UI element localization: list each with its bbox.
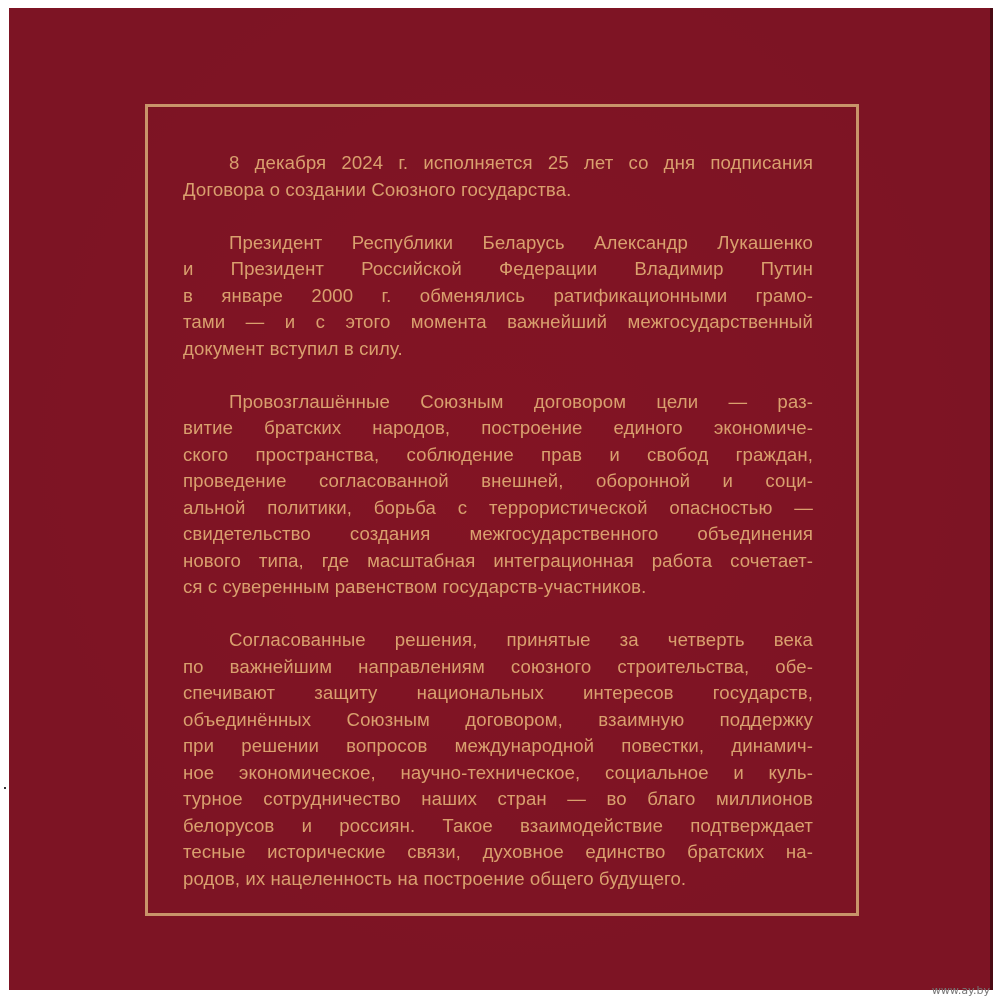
text-line: объединённых Союзным договором, взаимную поддержку [183, 708, 813, 730]
text-line: ского пространства, соблюдение прав и свобод граждан, [183, 443, 813, 465]
text-line: Согласованные решения, принятые за четверть века [229, 629, 813, 650]
text-line: витие братских народов, построение единого экономиче- [183, 417, 813, 438]
text-line: Президент Республики Беларусь Александр Лукашенко [229, 231, 813, 253]
paragraph-decisions [183, 627, 813, 892]
text-line: тесные исторические связи, духовное единство братских на- [183, 841, 813, 862]
text-line: нового типа, где масштабная интеграционная работа сочетает- [183, 549, 813, 571]
text-line: 8 декабря 2024 г. исполняется 25 лет со дня подписания [229, 152, 813, 173]
text-line: Договора о создании Союзного государства. [183, 178, 572, 200]
text-line: Провозглашённые Союзным договором цели — раз- [229, 390, 813, 412]
text-line: спечивают защиту национальных интересов государств, [183, 682, 813, 703]
text-block [183, 150, 813, 919]
text-line: по важнейшим направлениям союзного строительства, обе- [183, 655, 813, 677]
paragraph-goals [183, 389, 813, 601]
scan-speck [4, 787, 6, 789]
paragraph-anniversary [183, 150, 813, 203]
text-line: тами — и с этого момента важнейший межгосударственный [183, 311, 813, 332]
watermark: www.ay.by [931, 984, 990, 997]
text-line: при решении вопросов международной повестки, динамич- [183, 735, 813, 756]
paragraph-presidents [183, 230, 813, 363]
text-line: альной политики, борьба с террористической опасностью — [183, 496, 813, 518]
text-line: документ вступил в силу. [183, 337, 403, 359]
text-line: ное экономическое, научно-техническое, социальное и куль- [183, 761, 813, 783]
cover-edge [990, 8, 993, 990]
text-line: ся с суверенным равенством государств-участников. [183, 576, 647, 597]
text-line: турное сотрудничество наших стран — во благо миллионов [183, 788, 813, 809]
text-line: белорусов и россиян. Такое взаимодействие подтверждает [183, 814, 813, 836]
text-line: свидетельство создания межгосударственного объединения [183, 523, 813, 544]
text-line: в январе 2000 г. обменялись ратификационными грамо- [183, 284, 813, 306]
text-line: и Президент Российской Федерации Владимир Путин [183, 258, 813, 279]
text-line: родов, их нацеленность на построение общего будущего. [183, 867, 687, 889]
text-line: проведение согласованной внешней, оборонной и соци- [183, 470, 813, 491]
